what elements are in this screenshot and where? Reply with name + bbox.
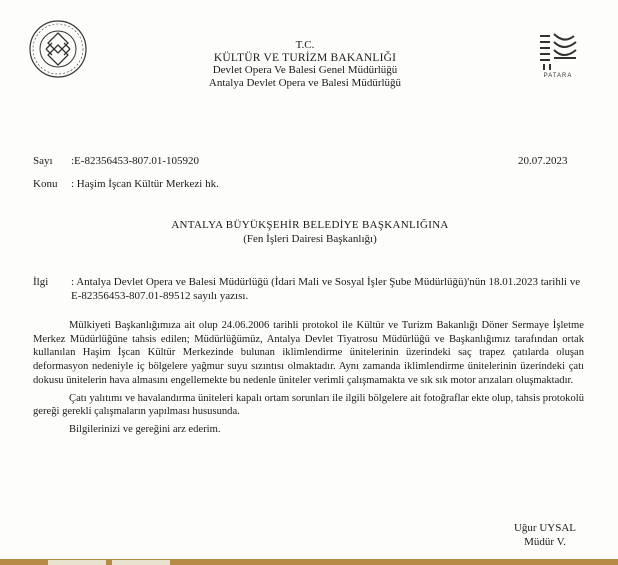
signature-title: Müdür V. bbox=[524, 536, 566, 548]
bottom-border-segment bbox=[48, 560, 106, 565]
konu-value: : Haşim İşcan Kültür Merkezi hk. bbox=[71, 178, 219, 190]
sayi-value: :E-82356453-807.01-105920 bbox=[71, 155, 200, 167]
header-line-local-directorate: Antalya Devlet Opera ve Balesi Müdürlüğü bbox=[208, 76, 402, 89]
bottom-border bbox=[0, 559, 618, 565]
document-date: 20.07.2023 bbox=[518, 155, 568, 167]
sayi-row bbox=[33, 155, 199, 168]
body-paragraph-1: Mülkiyeti Başkanlığımıza ait olup 24.06.2006 tarihli protokol ile Kültür ve Turizm Bakanlığı Döner Sermaye İşletme Merkez Müdürlüğüne tahsis edilen; Müdürlüğümüz, Antalya Devlet Tiyatrosu Müdürlüğü ve Başkanlığımız tarafından ortak kullanılan Haşim İşcan Kültür Merkezinde bulunan iklimlendirme ünitelerinin üzerindeki saç trapez çatılarda oluşan deformasyon nedeniyle iç bölgelere yağmur suyu sızıntısı olmaktadır. Aynı zamanda iklimlendirme ünitelerinin üzerindeki çatı dokusu ünitelerin hava almasını engellemekte bu nedenle üniteler verimli çalışmamakta ve sık sık motor arızaları oluşmaktadır. bbox=[33, 320, 584, 386]
addressee-line-1: ANTALYA BÜYÜKŞEHİR BELEDİYE BAŞKANLIĞINA bbox=[171, 219, 449, 231]
body-paragraph-3: Bilgilerinizi ve gereğini arz ederim. bbox=[69, 423, 221, 435]
signature-block bbox=[500, 521, 590, 549]
header-line-directorate: Devlet Opera Ve Balesi Genel Müdürlüğü bbox=[212, 64, 398, 76]
addressee-line-2: (Fen İşleri Dairesi Başkanlığı) bbox=[243, 233, 377, 245]
letter-body bbox=[33, 319, 584, 441]
patara-logo-caption: PATARA bbox=[543, 73, 573, 79]
ministry-emblem-icon bbox=[28, 19, 88, 79]
header-line-ministry: KÜLTÜR VE TURİZM BAKANLIĞI bbox=[213, 51, 397, 64]
signature-name: Uğur UYSAL bbox=[513, 522, 577, 534]
letterhead bbox=[160, 39, 450, 89]
addressee bbox=[110, 218, 510, 246]
sayi-label: Sayı bbox=[33, 155, 53, 167]
konu-label: Konu bbox=[33, 178, 58, 190]
konu-row bbox=[33, 178, 219, 191]
header-line-tc: T.C. bbox=[295, 39, 315, 51]
ilgi-text: : Antalya Devlet Opera ve Balesi Müdürlüğü (İdari Mali ve Sosyal İşler Şube Müdürlüğü)'nün 18.01.2023 tarihli ve E-82356453-807.01-89512 sayılı yazısı. bbox=[71, 276, 581, 302]
body-paragraph-2: Çatı yalıtımı ve havalandırma üniteleri kapalı ortam sorunları ile ilgili bölgelere ait fotoğraflar ekte olup, tahsis protokolü gereği gerekli çalışmaların yapılması hususunda. bbox=[33, 392, 584, 418]
bottom-border-segment bbox=[112, 560, 170, 565]
ilgi-label: İlgi bbox=[33, 276, 49, 288]
